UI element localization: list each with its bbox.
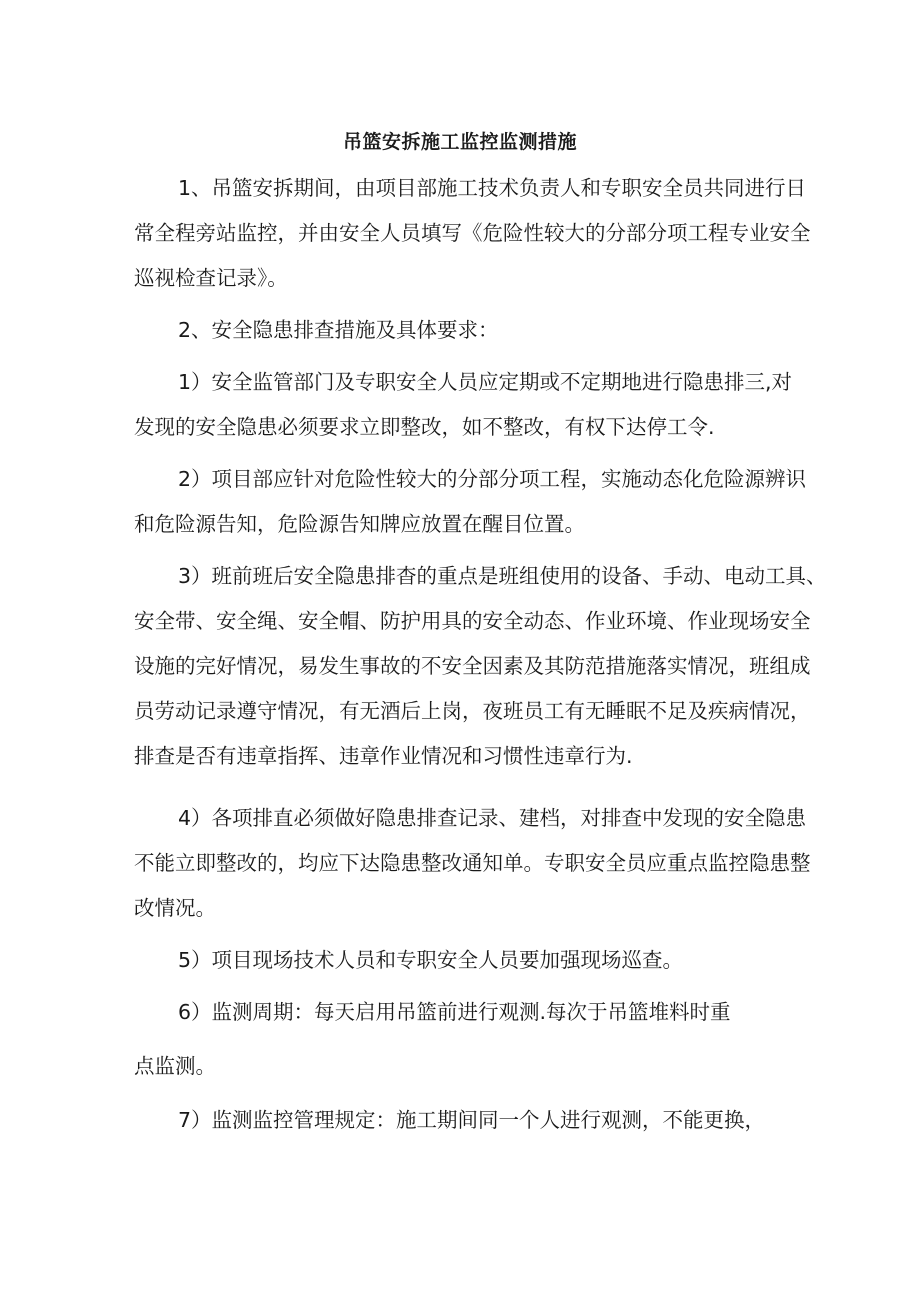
paragraph-line: 4）各项排直必须做好隐患排查记录、建档，对排查中发现的安全隐患 bbox=[178, 806, 807, 830]
paragraph-line: 2、安全隐患排查措施及具体要求： bbox=[178, 318, 499, 342]
paragraph-line: 发现的安全隐患必须要求立即整改，如不整改，有权下达停工令. bbox=[134, 415, 715, 439]
paragraph-line: 设施的完好情况，易发生事故的不安全因素及其防范措施落实情况，班组成 bbox=[134, 654, 811, 678]
paragraph-line: 不能立即整改的，均应下达隐患整改通知单。专职安全员应重点监控隐患整 bbox=[134, 851, 811, 875]
paragraph-line: 巡视检查记录》。 bbox=[134, 266, 288, 290]
paragraph-line: 改情况。 bbox=[134, 896, 216, 920]
paragraph-line: 排查是否有违章指挥、违章作业情况和习惯性违章行为. bbox=[134, 744, 633, 768]
paragraph-line: 2）项目部应针对危险性较大的分部分项工程，实施动态化危险源辨识 bbox=[178, 467, 807, 491]
document-title: 吊篮安拆施工监控监测措施 bbox=[342, 131, 577, 153]
paragraph-line: 5）项目现场技术人员和专职安全人员要加强现场巡查。 bbox=[178, 948, 684, 972]
paragraph-line: 员劳动记录遵守情况，有无酒后上岗，夜班员工有无睡眠不足及疾病情况， bbox=[134, 699, 811, 723]
paragraph-line: 1）安全监管部门及专职安全人员应定期或不定期地进行隐患排三,对 bbox=[178, 370, 793, 394]
paragraph-line: 1、吊篮安拆期间，由项目部施工技术负责人和专职安全员共同进行日 bbox=[178, 176, 807, 200]
paragraph-line: 和危险源告知，危险源告知牌应放置在醒目位置。 bbox=[134, 512, 585, 536]
paragraph-line: 点监测。 bbox=[134, 1054, 216, 1078]
paragraph-line: 6）监测周期：每天启用吊篮前进行观测.每次于吊篮堆料时重 bbox=[178, 1000, 731, 1024]
paragraph-line: 3）班前班后安全隐患排杳的重点是班组使用的设备、手动、电动工具、 bbox=[178, 564, 827, 588]
paragraph-line: 7）监测监控管理规定：施工期间同一个人进行观测，不能更换， bbox=[178, 1108, 766, 1132]
paragraph-line: 安全带、安全绳、安全帽、防护用具的安全动态、作业环境、作业现场安全 bbox=[134, 609, 811, 633]
paragraph-line: 常全程旁站监控，并由安全人员填写《危险性较大的分部分项工程专业安全 bbox=[134, 221, 811, 245]
